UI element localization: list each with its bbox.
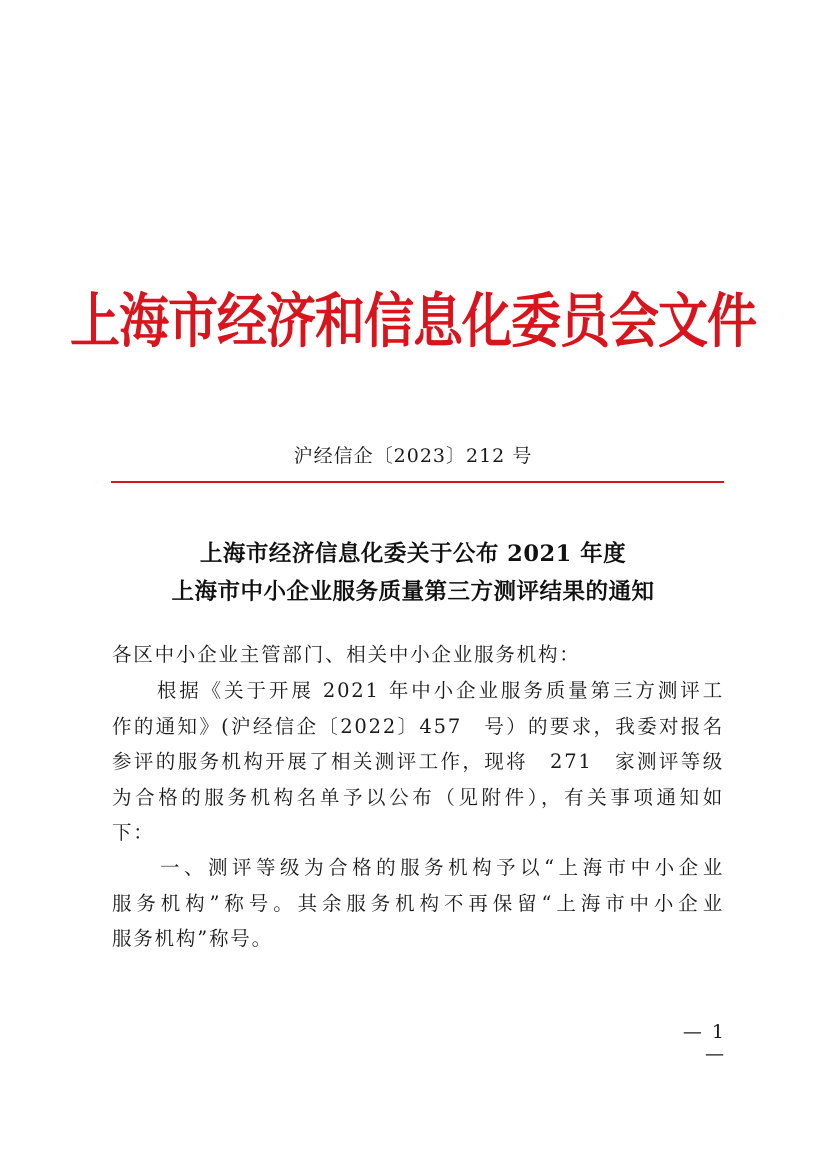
notice-title-line-2: 上海市中小企业服务质量第三方测评结果的通知	[171, 579, 655, 605]
document-number: 沪经信企〔2023〕212 号	[293, 445, 533, 467]
paragraph-2	[112, 850, 724, 957]
page-number: — 1 —	[682, 1021, 726, 1065]
paragraph-1-line: 作的通知》(沪经信企〔2022〕457 号）的要求，我委对报名	[112, 714, 724, 738]
document-masthead: 上海市经济和信息化委员会文件	[70, 286, 756, 356]
paragraph-1-line: 为合格的服务机构名单予以公布（见附件），有关事项通知如	[112, 785, 724, 809]
paragraph-2-line: 服务机构”称号。其余服务机构不再保留“上海市中小企业	[112, 891, 724, 915]
red-separator-line	[111, 481, 724, 483]
paragraph-2-line: 服务机构”称号。	[112, 927, 273, 950]
salutation: 各区中小企业主管部门、相关中小企业服务机构：	[112, 643, 581, 666]
paragraph-1-line: 根据《关于开展 2021 年中小企业服务质量第三方测评工	[112, 679, 724, 702]
notice-title-line-1: 上海市经济信息化委关于公布 2021 年度	[199, 541, 627, 567]
paragraph-2-line: 一、测评等级为合格的服务机构予以“上海市中小企业	[112, 856, 724, 879]
paragraph-1-line: 下：	[112, 821, 155, 844]
paragraph-1	[112, 673, 724, 851]
paragraph-1-line: 参评的服务机构开展了相关测评工作，现将 271 家测评等级	[112, 750, 724, 773]
